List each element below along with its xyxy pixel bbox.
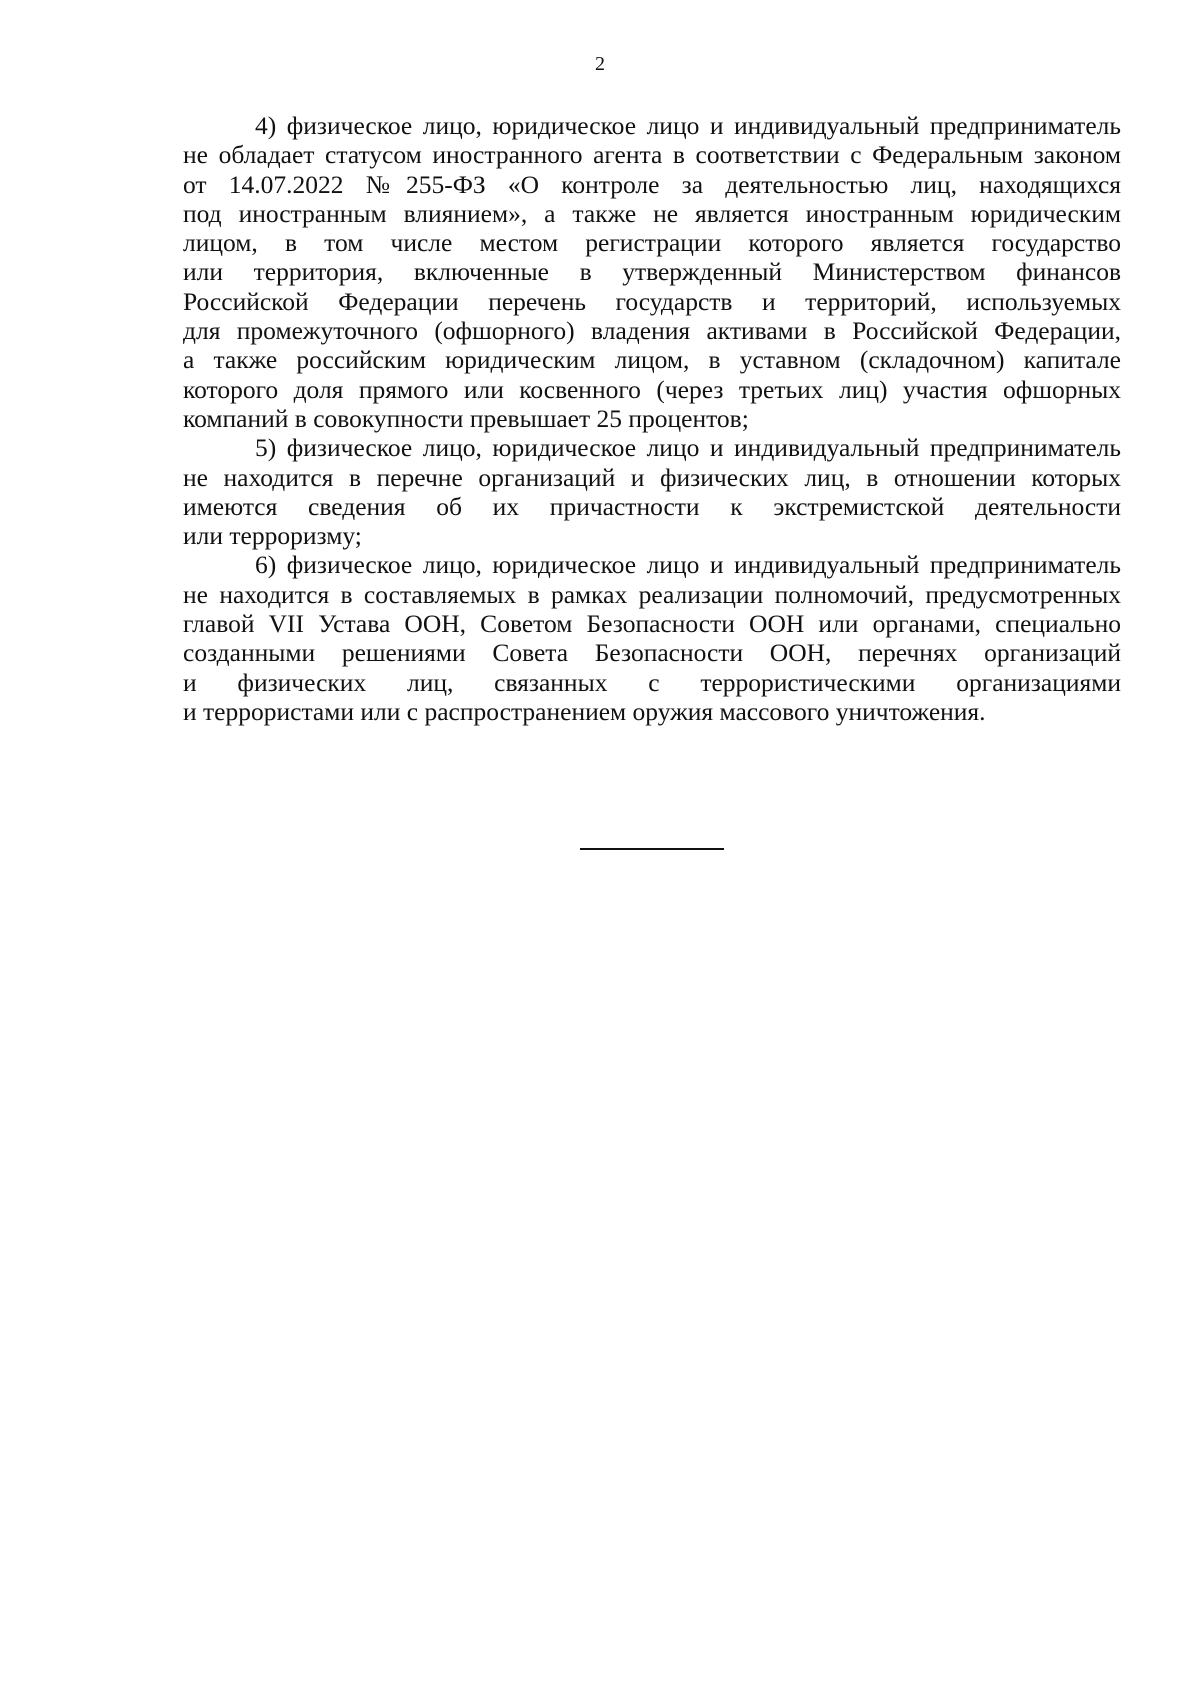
text-line: не находится в перечне организаций и физических лиц, в отношении которых <box>183 462 1121 492</box>
text-line: 6) физическое лицо, юридическое лицо и индивидуальный предприниматель <box>255 550 1121 580</box>
text-line: не обладает статусом иностранного агента в соответствии с Федеральным законом <box>183 140 1121 170</box>
page-number: 2 <box>595 53 605 75</box>
text-line: созданными решениями Совета Безопасности ООН, перечнях организаций <box>183 638 1121 668</box>
text-line: от 14.07.2022 №255-ФЗ «О контроле за деятельностью лиц, находящихся <box>183 169 1121 199</box>
text-line: для промежуточного (офшорного) владения активами в Российской Федерации, <box>183 316 1121 346</box>
text-line: или терроризму; <box>183 521 362 551</box>
text-line: и террористами или с распространением оружия массового уничтожения. <box>183 696 986 726</box>
text-line: которого доля прямого или косвенного (через третьих лиц) участия офшорных <box>183 374 1121 404</box>
text-line: компаний в совокупности превышает 25 процентов; <box>183 403 749 433</box>
text-line: 5) физическое лицо, юридическое лицо и индивидуальный предприниматель <box>255 433 1121 463</box>
paragraph-item-4 <box>183 111 1121 433</box>
text-line: а также российским юридическим лицом, в уставном (складочном) капитале <box>183 345 1121 375</box>
text-line: имеются сведения об их причастности к экстремистской деятельности <box>183 491 1121 521</box>
text-line: не находится в составляемых в рамках реализации полномочий, предусмотренных <box>183 579 1121 609</box>
text-line: лицом, в том числе местом регистрации которого является государство <box>183 228 1121 258</box>
text-line: главой VII Устава ООН, Советом Безопасности ООН или органами, специально <box>183 609 1121 639</box>
text-line: или территория, включенные в утвержденный Министерством финансов <box>183 257 1121 287</box>
text-line: Российской Федерации перечень государств и территорий, используемых <box>183 286 1121 316</box>
text-line: 4) физическое лицо, юридическое лицо и индивидуальный предприниматель <box>255 111 1121 140</box>
text-line: и физических лиц, связанных с террористическими организациями <box>183 667 1121 697</box>
document-body <box>183 111 1121 726</box>
paragraph-item-5 <box>183 433 1121 550</box>
text-line: под иностранным влиянием», а также не является иностранным юридическим <box>183 198 1121 228</box>
paragraph-item-6 <box>183 550 1121 726</box>
closing-divider <box>580 848 724 850</box>
